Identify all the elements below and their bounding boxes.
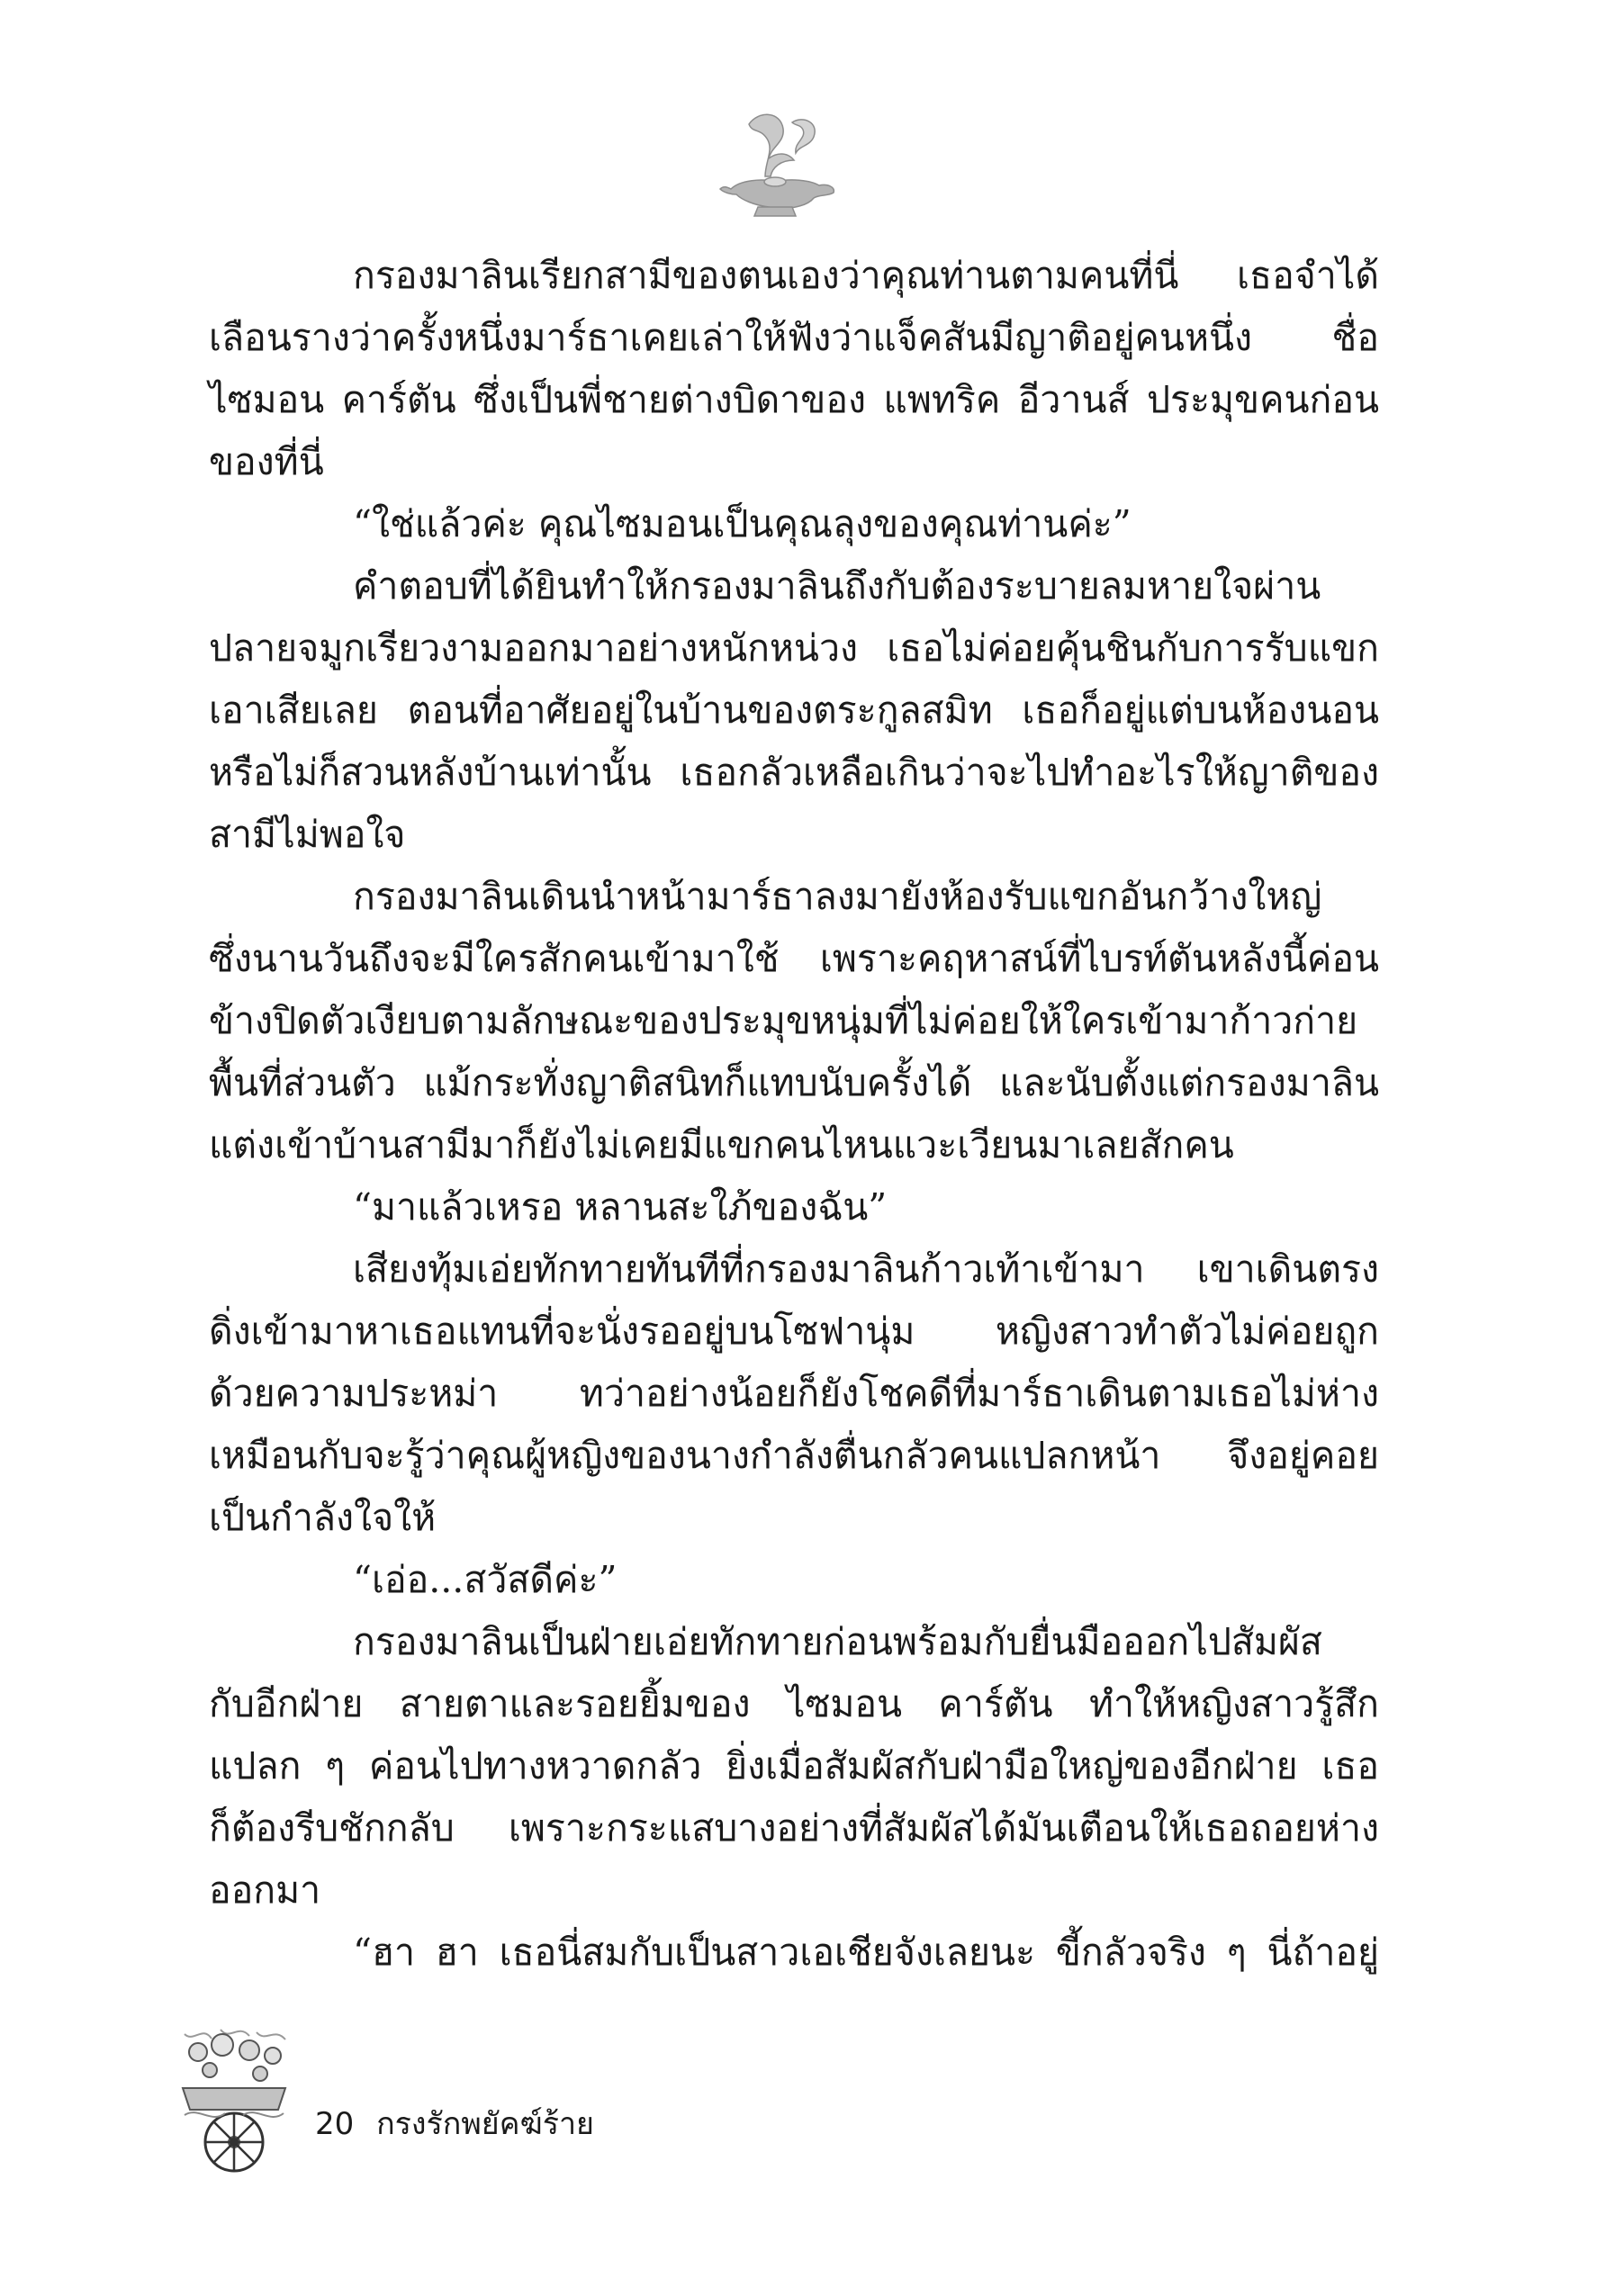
text-line: แปลก ๆ ค่อนไปทางหวาดกลัว ยิ่งเมื่อสัมผัสกับฝ่ามือใหญ่ของอีกฝ่าย เธอ <box>209 1744 1379 1787</box>
text-line: หรือไม่ก็สวนหลังบ้านเท่านั้น เธอกลัวเหลือเกินว่าจะไปทำอะไรให้ญาติของ <box>209 751 1379 794</box>
book-title: กรงรักพยัคฆ์ร้าย <box>376 2106 594 2142</box>
text-line: กรองมาลินเป็นฝ่ายเอ่ยทักทายก่อนพร้อมกับยื่นมือออกไปสัมผัส <box>353 1620 1322 1663</box>
text-line: กับอีกฝ่าย สายตาและรอยยิ้มของ ไซมอน คาร์ตัน ทำให้หญิงสาวรู้สึก <box>209 1682 1379 1725</box>
footer-caption <box>315 2099 607 2147</box>
text-line: ดิ่งเข้ามาหาเธอแทนที่จะนั่งรออยู่บนโซฟานุ่ม หญิงสาวทำตัวไม่ค่อยถูก <box>209 1310 1379 1353</box>
text-line: ของที่นี่ <box>209 440 324 483</box>
text-line: เหมือนกับจะรู้ว่าคุณผู้หญิงของนางกำลังตื่นกลัวคนแปลกหน้า จึงอยู่คอย <box>209 1434 1379 1477</box>
flower-cart-wheel-icon <box>167 2016 302 2178</box>
text-line: กรองมาลินเรียกสามีของตนเองว่าคุณท่านตามคนที่นี่ เธอจำได้ <box>353 254 1379 297</box>
text-line: ออกมา <box>209 1868 321 1912</box>
page-footer <box>167 2016 797 2196</box>
text-line: แต่งเข้าบ้านสามีมาก็ยังไม่เคยมีแขกคนไหนแวะเวียนมาเลยสักคน <box>209 1123 1234 1166</box>
text-line: “มาแล้วเหรอ หลานสะใภ้ของฉัน” <box>353 1185 888 1229</box>
genie-lamp-icon <box>713 106 839 223</box>
text-line: ด้วยความประหม่า ทว่าอย่างน้อยก็ยังโชคดีที่มาร์ธาเดินตามเธอไม่ห่าง <box>209 1372 1379 1415</box>
text-line: ก็ต้องรีบชักกลับ เพราะกระแสบางอย่างที่สัมผัสได้มันเตือนให้เธอถอยห่าง <box>209 1806 1379 1850</box>
text-line: เลือนรางว่าครั้งหนึ่งมาร์ธาเคยเล่าให้ฟังว่าแจ็คสันมีญาติอยู่คนหนึ่ง ชื่อ <box>209 316 1379 359</box>
text-line: เป็นกำลังใจให้ <box>209 1496 437 1539</box>
body-text <box>209 245 1379 1984</box>
text-line: เสียงทุ้มเอ่ยทักทายทันทีที่กรองมาลินก้าวเท้าเข้ามา เขาเดินตรง <box>353 1247 1379 1291</box>
text-line: “ฮา ฮา เธอนี่สมกับเป็นสาวเอเชียจังเลยนะ ขี้กลัวจริง ๆ นี่ถ้าอยู่ <box>353 1931 1379 1974</box>
text-line: “ใช่แล้วค่ะ คุณไซมอนเป็นคุณลุงของคุณท่านค่ะ” <box>353 502 1132 545</box>
text-line: สามีไม่พอใจ <box>209 813 406 856</box>
text-line: พื้นที่ส่วนตัว แม้กระทั่งญาติสนิทก็แทบนับครั้งได้ และนับตั้งแต่กรองมาลิน <box>209 1061 1379 1104</box>
text-line: ไซมอน คาร์ตัน ซึ่งเป็นพี่ชายต่างบิดาของ แพทริค อีวานส์ ประมุขคนก่อน <box>209 378 1379 421</box>
text-line: “เอ่อ...สวัสดีค่ะ” <box>353 1558 618 1601</box>
page-number: 20 <box>315 2106 355 2142</box>
text-line: กรองมาลินเดินนำหน้ามาร์ธาลงมายังห้องรับแขกอันกว้างใหญ่ <box>353 875 1322 918</box>
text-line: เอาเสียเลย ตอนที่อาศัยอยู่ในบ้านของตระกูลสมิท เธอก็อยู่แต่บนห้องนอน <box>209 689 1379 732</box>
text-line: ข้างปิดตัวเงียบตามลักษณะของประมุขหนุ่มที่ไม่ค่อยให้ใครเข้ามาก้าวก่าย <box>209 999 1358 1042</box>
text-line: ซึ่งนานวันถึงจะมีใครสักคนเข้ามาใช้ เพราะคฤหาสน์ที่ไบรท์ตันหลังนี้ค่อน <box>209 937 1379 980</box>
text-line: คำตอบที่ได้ยินทำให้กรองมาลินถึงกับต้องระบายลมหายใจผ่าน <box>353 564 1321 608</box>
text-line: ปลายจมูกเรียวงามออกมาอย่างหนักหน่วง เธอไม่ค่อยคุ้นชินกับการรับแขก <box>209 626 1379 670</box>
